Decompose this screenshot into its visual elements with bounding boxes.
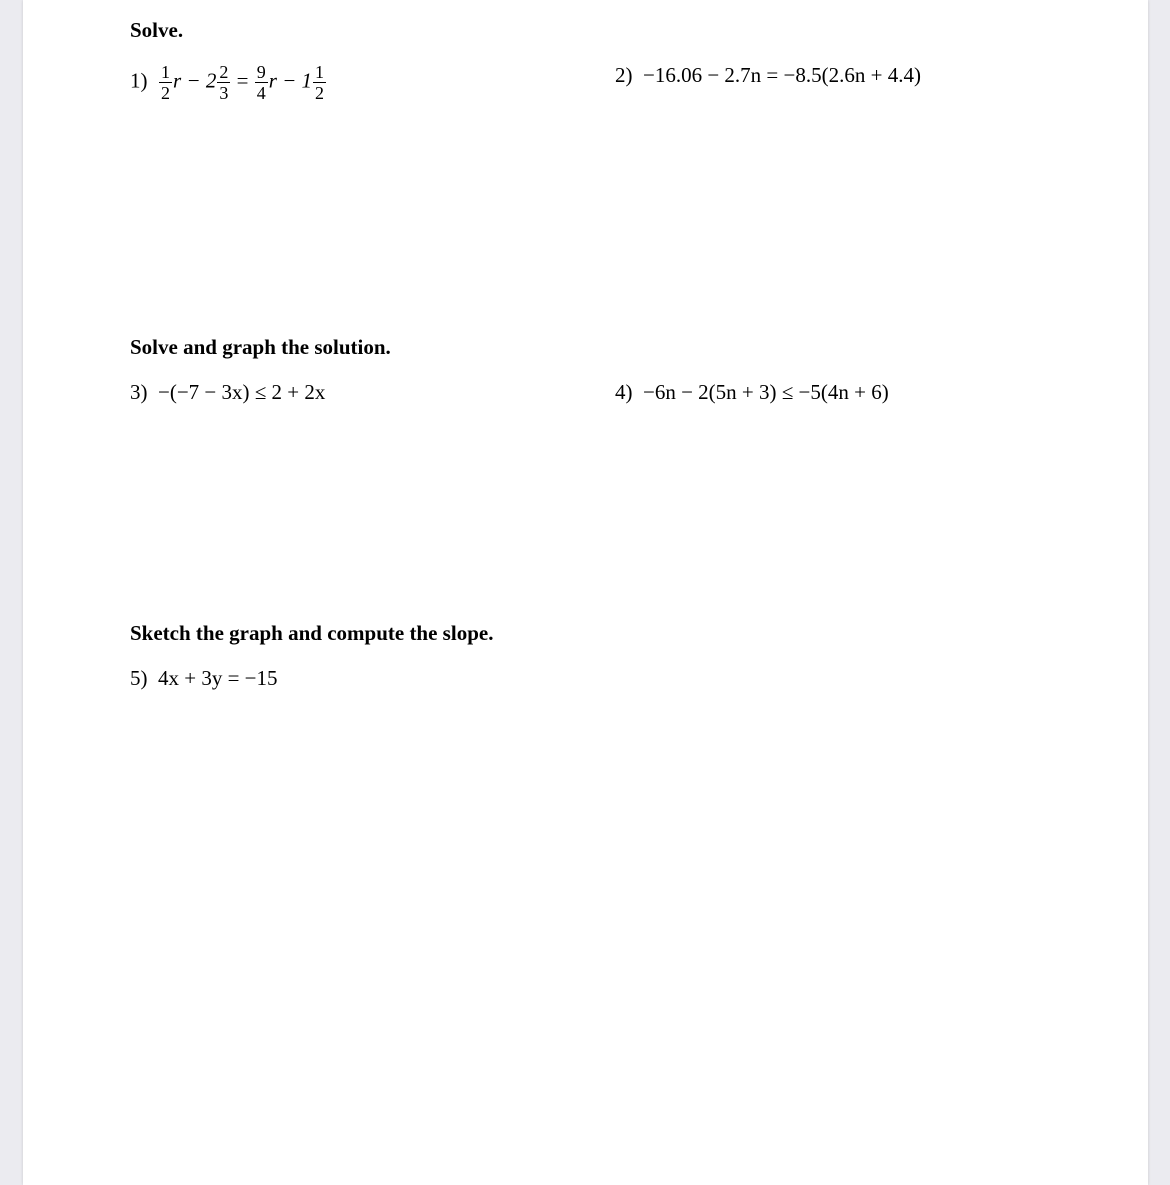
problem-3 bbox=[130, 380, 325, 405]
problem-expression: −6n − 2(5n + 3) ≤ −5(4n + 6) bbox=[643, 380, 889, 404]
problem-4 bbox=[615, 380, 889, 405]
section-heading-slope: Sketch the graph and compute the slope. bbox=[130, 621, 494, 645]
denominator: 4 bbox=[256, 83, 266, 103]
problem-number: 5) bbox=[130, 666, 148, 690]
fraction bbox=[159, 62, 172, 103]
problem-expression: −(−7 − 3x) ≤ 2 + 2x bbox=[158, 380, 326, 404]
term: r − 2 bbox=[173, 68, 217, 93]
problem-2 bbox=[615, 63, 921, 88]
fraction bbox=[313, 62, 326, 103]
problem-5 bbox=[130, 666, 278, 691]
denominator: 2 bbox=[315, 83, 325, 103]
section-heading-graph-solution: Solve and graph the solution. bbox=[130, 335, 391, 359]
numerator: 2 bbox=[219, 62, 229, 82]
problem-number: 4) bbox=[615, 380, 633, 404]
denominator: 3 bbox=[219, 83, 229, 103]
term: r − 1 bbox=[268, 68, 313, 93]
numerator: 1 bbox=[315, 62, 325, 82]
problem-expression: −16.06 − 2.7n = −8.5(2.6n + 4.4) bbox=[643, 63, 921, 87]
problem-1 bbox=[130, 62, 327, 103]
worksheet-page bbox=[23, 0, 1148, 1185]
problem-number: 1) bbox=[130, 68, 148, 93]
problem-number: 2) bbox=[615, 63, 633, 87]
fraction bbox=[255, 62, 268, 103]
section-heading-solve: Solve. bbox=[130, 18, 184, 42]
numerator: 1 bbox=[161, 62, 170, 82]
equals: = bbox=[231, 68, 254, 93]
problem-number: 3) bbox=[130, 380, 148, 404]
denominator: 2 bbox=[161, 83, 170, 103]
fraction bbox=[217, 62, 230, 103]
problem-expression: 4x + 3y = −15 bbox=[158, 666, 278, 690]
numerator: 9 bbox=[256, 62, 266, 82]
